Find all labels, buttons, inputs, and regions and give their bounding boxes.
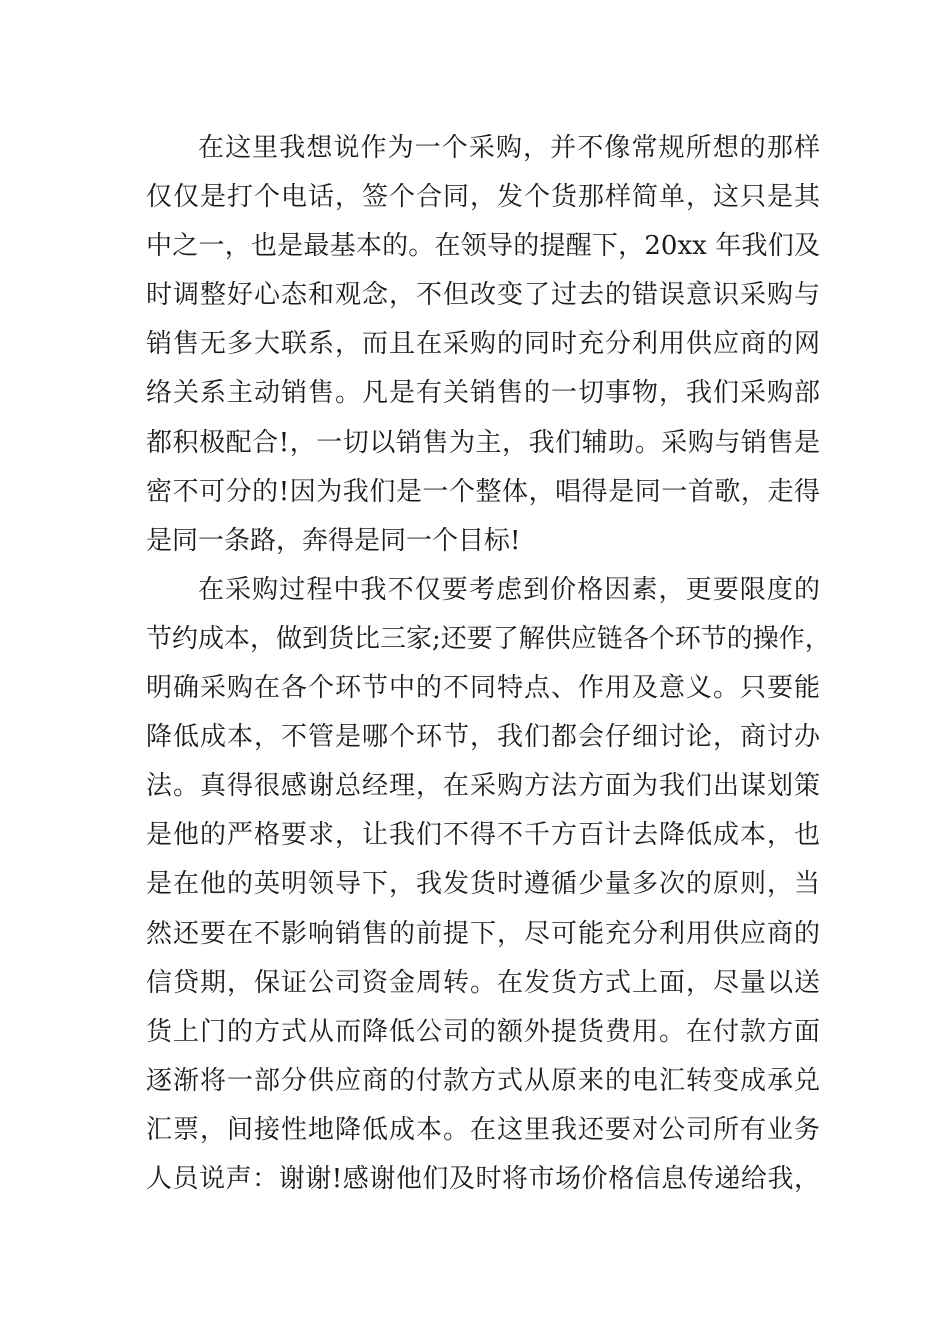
paragraph-2	[146, 566, 831, 1204]
paragraph-line: 在采购过程中我不仅要考虑到价格因素，更要限度的	[198, 574, 820, 605]
paragraph-line: 销售无多大联系，而且在采购的同时充分利用供应商的网	[146, 329, 820, 360]
paragraph-line: 法。真得很感谢总经理，在采购方法方面为我们出谋划策	[146, 771, 820, 802]
paragraph-line: 逐渐将一部分供应商的付款方式从原来的电汇转变成承兑	[146, 1065, 820, 1096]
paragraph-line: 在这里我想说作为一个采购，并不像常规所想的那样	[198, 133, 820, 163]
paragraph-1	[146, 124, 820, 566]
paragraph-line: 时调整好心态和观念，不但改变了过去的错误意识采购与	[146, 280, 820, 311]
paragraph-line: 是在他的英明领导下，我发货时遵循少量多次的原则，当	[146, 869, 820, 900]
paragraph-line: 密不可分的!因为我们是一个整体，唱得是同一首歌，走得	[146, 476, 820, 507]
paragraph-line: 是同一条路，奔得是同一个目标!	[146, 525, 521, 556]
paragraph-line: 络关系主动销售。凡是有关销售的一切事物，我们采购部	[146, 378, 820, 409]
paragraph-line: 货上门的方式从而降低公司的额外提货费用。在付款方面	[146, 1016, 820, 1047]
paragraph-line: 都积极配合!，一切以销售为主，我们辅助。采购与销售是	[146, 427, 820, 458]
paragraph-line: 节约成本，做到货比三家;还要了解供应链各个环节的操作，	[146, 623, 831, 654]
paragraph-line: 明确采购在各个环节中的不同特点、作用及意义。只要能	[146, 673, 820, 704]
paragraph-line: 降低成本，不管是哪个环节，我们都会仔细讨论，商讨办	[146, 722, 820, 753]
paragraph-line: 信贷期，保证公司资金周转。在发货方式上面，尽量以送	[146, 967, 820, 998]
paragraph-line: 人员说声：谢谢!感谢他们及时将市场价格信息传递给我，	[146, 1163, 820, 1194]
document-body	[146, 124, 831, 1204]
paragraph-line: 汇票，间接性地降低成本。在这里我还要对公司所有业务	[146, 1114, 820, 1145]
paragraph-line: 是他的严格要求，让我们不得不千方百计去降低成本，也	[146, 820, 820, 851]
paragraph-line: 然还要在不影响销售的前提下，尽可能充分利用供应商的	[146, 918, 820, 949]
paragraph-line: 仅仅是打个电话，签个合同，发个货那样简单，这只是其	[146, 182, 820, 213]
paragraph-line: 中之一，也是最基本的。在领导的提醒下，20xx 年我们及	[146, 231, 820, 262]
